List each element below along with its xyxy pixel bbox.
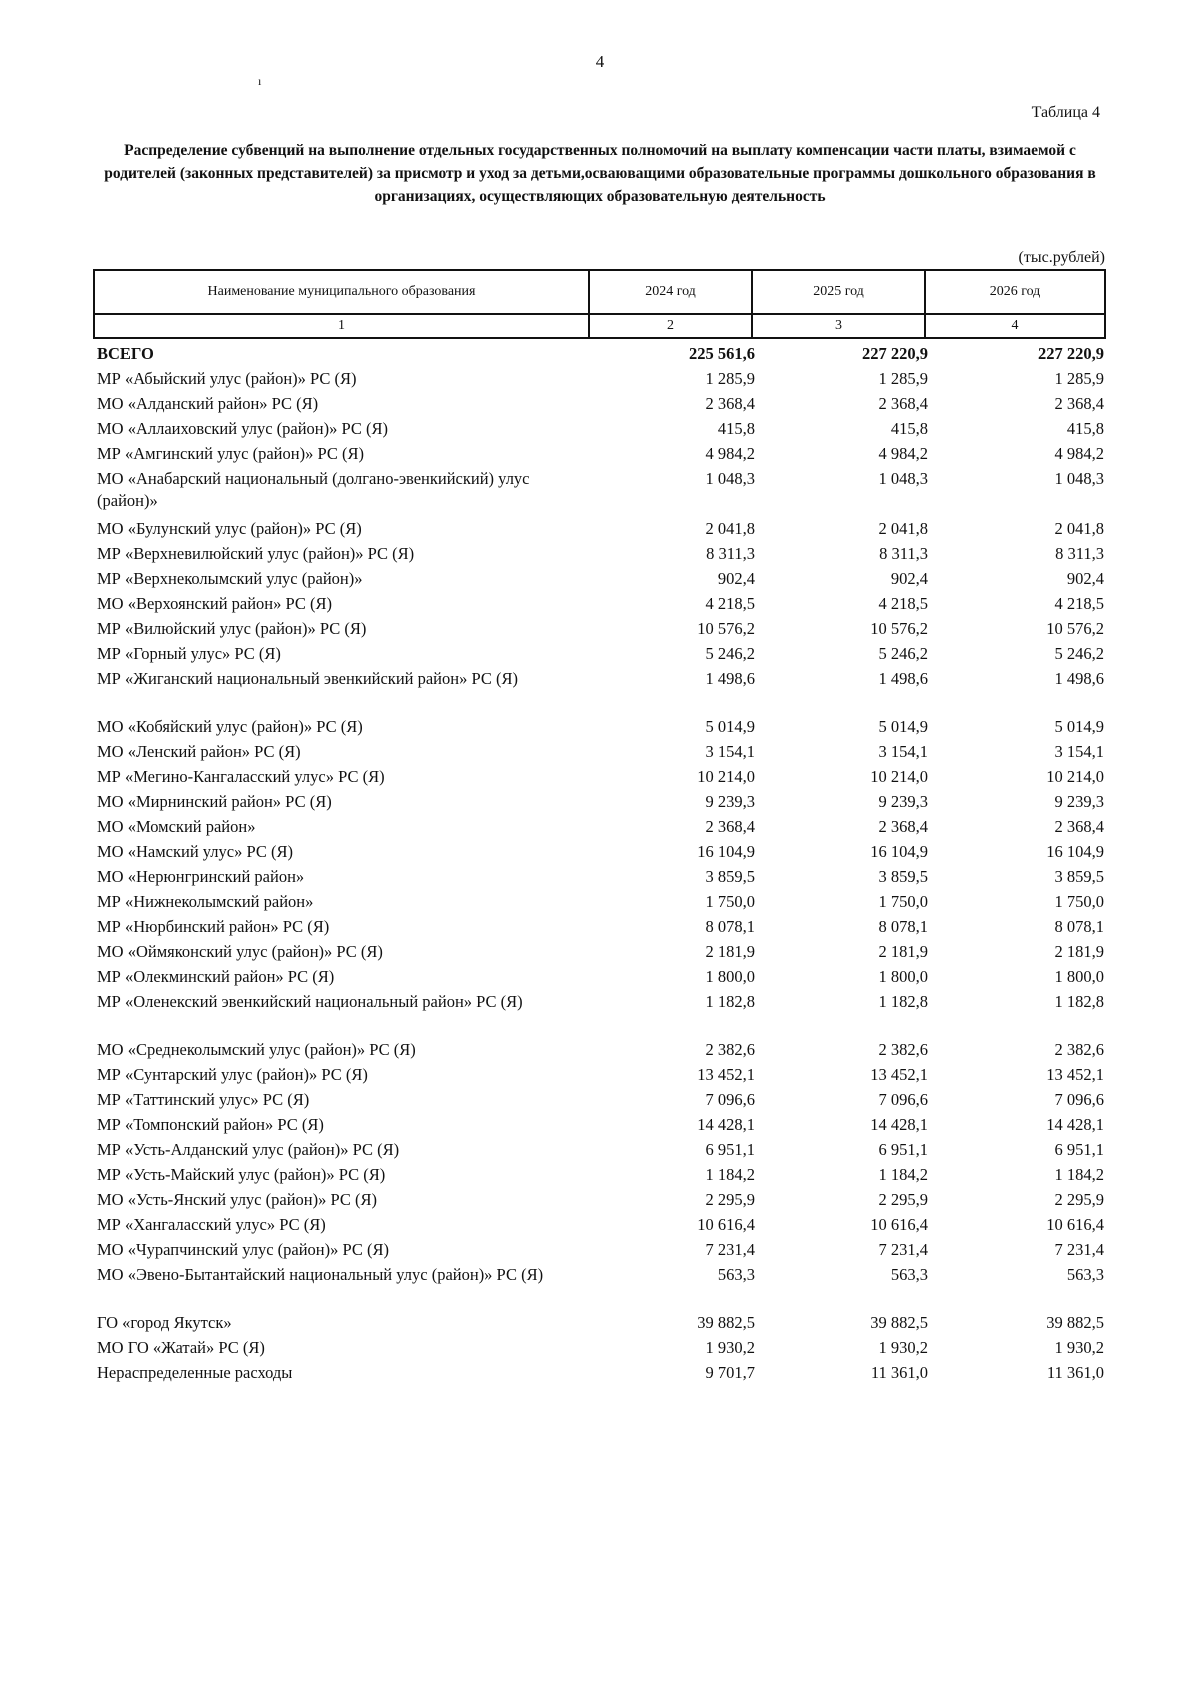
units-label: (тыс.рублей)	[1018, 249, 1105, 266]
value-2025: 2 295,9	[878, 1190, 928, 1209]
value-2024: 4 984,2	[705, 444, 755, 463]
value-2024: 902,4	[717, 569, 755, 588]
row-name: ВСЕГО	[97, 344, 154, 363]
value-2025: 1 182,8	[878, 992, 928, 1011]
page-number: 4	[595, 52, 605, 71]
row-name: МО «Момский район»	[97, 817, 256, 836]
value-2026: 1 182,8	[1054, 992, 1104, 1011]
row-name: МО «Анабарский национальный (долгано-эвенкийский) улус (район)»	[97, 469, 530, 510]
value-2025: 8 078,1	[878, 917, 928, 936]
value-2026: 1 930,2	[1054, 1338, 1104, 1357]
value-2025: 1 750,0	[878, 892, 928, 911]
value-2024: 6 951,1	[705, 1140, 755, 1159]
value-2025: 2 382,6	[878, 1040, 928, 1059]
row-name: Нераспределенные расходы	[97, 1363, 293, 1382]
value-2026: 6 951,1	[1054, 1140, 1104, 1159]
value-2025: 1 285,9	[878, 369, 928, 388]
value-2026: 902,4	[1066, 569, 1104, 588]
value-2024: 8 078,1	[705, 917, 755, 936]
column-number-3: 3	[752, 314, 925, 338]
value-2026: 10 576,2	[1046, 619, 1104, 638]
value-2025: 227 220,9	[862, 344, 928, 363]
value-2025: 1 048,3	[878, 469, 928, 488]
value-2026: 2 368,4	[1054, 394, 1104, 413]
value-2026: 13 452,1	[1046, 1065, 1104, 1084]
value-2026: 7 096,6	[1054, 1090, 1104, 1109]
table-row	[93, 766, 1104, 791]
table-row	[93, 1239, 1104, 1264]
row-name: МР «Амгинский улус (район)» РС (Я)	[97, 444, 364, 463]
value-2026: 3 154,1	[1054, 742, 1104, 761]
value-2025: 1 930,2	[878, 1338, 928, 1357]
value-2026: 7 231,4	[1054, 1240, 1104, 1259]
column-number-1: 1	[94, 314, 589, 338]
value-2024: 2 041,8	[705, 519, 755, 538]
value-2024: 1 184,2	[705, 1165, 755, 1184]
row-name: МО «Оймяконский улус (район)» РС (Я)	[97, 942, 383, 961]
table-row	[93, 443, 1104, 468]
value-2024: 13 452,1	[697, 1065, 755, 1084]
value-2026: 1 800,0	[1054, 967, 1104, 986]
table-row	[93, 1164, 1104, 1189]
row-name: МР «Усть-Алданский улус (район)» РС (Я)	[97, 1140, 400, 1159]
value-2025: 13 452,1	[870, 1065, 928, 1084]
table-row	[93, 1189, 1104, 1214]
value-2025: 2 041,8	[878, 519, 928, 538]
row-name: МО «Верхоянский район» РС (Я)	[97, 594, 333, 613]
row-name: МО ГО «Жатай» РС (Я)	[97, 1338, 265, 1357]
value-2026: 11 361,0	[1046, 1363, 1104, 1382]
table-row	[93, 518, 1104, 543]
value-2026: 2 181,9	[1054, 942, 1104, 961]
value-2026: 10 616,4	[1046, 1215, 1104, 1234]
row-name: МР «Усть-Майский улус (район)» РС (Я)	[97, 1165, 386, 1184]
value-2025: 902,4	[890, 569, 928, 588]
value-2025: 2 368,4	[878, 817, 928, 836]
row-name: МО «Ленский район» РС (Я)	[97, 742, 301, 761]
value-2024: 4 218,5	[705, 594, 755, 613]
value-2024: 563,3	[717, 1265, 755, 1284]
value-2025: 10 576,2	[870, 619, 928, 638]
row-name: МО «Алданский район» РС (Я)	[97, 394, 319, 413]
table-body	[93, 343, 1104, 1387]
value-2024: 3 859,5	[705, 867, 755, 886]
value-2024: 2 181,9	[705, 942, 755, 961]
table-row	[93, 916, 1104, 941]
row-name: МР «Томпонский район» РС (Я)	[97, 1115, 324, 1134]
table-row	[93, 593, 1104, 618]
table-row	[93, 1114, 1104, 1139]
row-name: МО «Усть-Янский улус (район)» РС (Я)	[97, 1190, 377, 1209]
stray-mark: ı	[258, 74, 262, 88]
value-2025: 16 104,9	[870, 842, 928, 861]
value-2026: 5 014,9	[1054, 717, 1104, 736]
value-2025: 1 800,0	[878, 967, 928, 986]
column-number-4: 4	[925, 314, 1105, 338]
value-2026: 5 246,2	[1054, 644, 1104, 663]
table-row	[93, 393, 1104, 418]
document-title: Распределение субвенций на выполнение отдельных государственных полномочий на выплату компенсации части платы, взимаемой с родителей (законных представителей) за присмотр и уход за детьми,осваюващими образовательные программы дошкольного образования в организациях, осуществляющих образовательную деятельность	[104, 142, 1096, 205]
table-row	[93, 991, 1104, 1016]
value-2024: 10 616,4	[697, 1215, 755, 1234]
column-number-2: 2	[589, 314, 752, 338]
value-2024: 1 498,6	[705, 669, 755, 688]
value-2026: 1 048,3	[1054, 469, 1104, 488]
table-row	[93, 668, 1104, 693]
row-name: МР «Вилюйский улус (район)» РС (Я)	[97, 619, 367, 638]
table-row	[93, 368, 1104, 393]
value-2024: 1 800,0	[705, 967, 755, 986]
row-name: МО «Среднеколымский улус (район)» РС (Я)	[97, 1040, 416, 1059]
value-2024: 10 214,0	[697, 767, 755, 786]
table-row	[93, 891, 1104, 916]
row-name: МР «Верхнеколымский улус (район)»	[97, 569, 363, 588]
row-name: ГО «город Якутск»	[97, 1313, 232, 1332]
table-row	[93, 1139, 1104, 1164]
table-row	[93, 618, 1104, 643]
value-2024: 7 096,6	[705, 1090, 755, 1109]
table-row	[93, 941, 1104, 966]
table-row	[93, 643, 1104, 668]
row-name: МР «Олекминский район» РС (Я)	[97, 967, 335, 986]
row-name: МО «Мирнинский район» РС (Я)	[97, 792, 332, 811]
value-2025: 7 096,6	[878, 1090, 928, 1109]
value-2026: 2 368,4	[1054, 817, 1104, 836]
value-2026: 2 382,6	[1054, 1040, 1104, 1059]
table-row	[93, 716, 1104, 741]
value-2025: 5 246,2	[878, 644, 928, 663]
row-name: МР «Жиганский национальный эвенкийский район» РС (Я)	[97, 669, 518, 688]
table-row	[93, 816, 1104, 841]
value-2026: 227 220,9	[1038, 344, 1104, 363]
value-2026: 14 428,1	[1046, 1115, 1104, 1134]
value-2025: 4 984,2	[878, 444, 928, 463]
value-2026: 1 498,6	[1054, 669, 1104, 688]
value-2025: 2 368,4	[878, 394, 928, 413]
value-2024: 225 561,6	[689, 344, 755, 363]
value-2024: 2 368,4	[705, 394, 755, 413]
value-2026: 3 859,5	[1054, 867, 1104, 886]
header-2026: 2026 год	[925, 270, 1105, 314]
value-2025: 415,8	[890, 419, 928, 438]
table-row	[93, 741, 1104, 766]
value-2024: 1 182,8	[705, 992, 755, 1011]
table-header	[93, 269, 1106, 339]
value-2024: 9 701,7	[705, 1363, 755, 1382]
table-row	[93, 966, 1104, 991]
value-2025: 8 311,3	[879, 544, 928, 563]
value-2024: 1 750,0	[705, 892, 755, 911]
value-2025: 1 184,2	[878, 1165, 928, 1184]
row-name: МО «Намский улус» РС (Я)	[97, 842, 293, 861]
value-2026: 1 285,9	[1054, 369, 1104, 388]
value-2024: 10 576,2	[697, 619, 755, 638]
table-row	[93, 1089, 1104, 1114]
value-2026: 1 184,2	[1054, 1165, 1104, 1184]
row-name: МР «Верхневилюйский улус (район)» РС (Я)	[97, 544, 415, 563]
value-2025: 3 859,5	[878, 867, 928, 886]
total-row	[93, 343, 1104, 368]
value-2026: 2 041,8	[1054, 519, 1104, 538]
value-2024: 1 285,9	[705, 369, 755, 388]
table-row	[93, 1337, 1104, 1362]
value-2024: 14 428,1	[697, 1115, 755, 1134]
table-row	[93, 1312, 1104, 1337]
value-2025: 14 428,1	[870, 1115, 928, 1134]
value-2024: 9 239,3	[705, 792, 755, 811]
value-2025: 2 181,9	[878, 942, 928, 961]
table-row	[93, 468, 1104, 518]
value-2026: 16 104,9	[1046, 842, 1104, 861]
value-2025: 3 154,1	[878, 742, 928, 761]
row-name: МР «Хангаласский улус» РС (Я)	[97, 1215, 326, 1234]
value-2024: 16 104,9	[697, 842, 755, 861]
row-name: МР «Мегино-Кангаласский улус» РС (Я)	[97, 767, 385, 786]
table-row	[93, 568, 1104, 593]
value-2024: 415,8	[717, 419, 755, 438]
value-2026: 8 078,1	[1054, 917, 1104, 936]
row-name: МР «Сунтарский улус (район)» РС (Я)	[97, 1065, 368, 1084]
value-2026: 4 984,2	[1054, 444, 1104, 463]
table-row	[93, 841, 1104, 866]
value-2024: 39 882,5	[697, 1313, 755, 1332]
row-name: МР «Горный улус» РС (Я)	[97, 644, 281, 663]
value-2025: 7 231,4	[878, 1240, 928, 1259]
table-row	[93, 1064, 1104, 1089]
row-name: МР «Нюрбинский район» РС (Я)	[97, 917, 330, 936]
row-name: МО «Нерюнгринский район»	[97, 867, 305, 886]
value-2024: 5 014,9	[705, 717, 755, 736]
value-2025: 1 498,6	[878, 669, 928, 688]
value-2025: 10 616,4	[870, 1215, 928, 1234]
row-name: МО «Чурапчинский улус (район)» РС (Я)	[97, 1240, 390, 1259]
value-2026: 415,8	[1066, 419, 1104, 438]
table-label: Таблица 4	[1031, 104, 1100, 121]
header-row	[94, 270, 1105, 314]
header-2024: 2024 год	[589, 270, 752, 314]
row-name: МО «Булунский улус (район)» РС (Я)	[97, 519, 362, 538]
value-2024: 3 154,1	[705, 742, 755, 761]
row-name: МР «Оленекский эвенкийский национальный район» РС (Я)	[97, 992, 523, 1011]
value-2024: 2 295,9	[705, 1190, 755, 1209]
column-number-row	[94, 314, 1105, 338]
table-row	[93, 866, 1104, 891]
value-2024: 1 048,3	[705, 469, 755, 488]
value-2026: 1 750,0	[1054, 892, 1104, 911]
value-2025: 4 218,5	[878, 594, 928, 613]
row-gap	[93, 693, 1104, 716]
row-gap	[93, 1016, 1104, 1039]
table-row	[93, 1214, 1104, 1239]
value-2025: 5 014,9	[878, 717, 928, 736]
value-2024: 2 382,6	[705, 1040, 755, 1059]
table-row	[93, 791, 1104, 816]
value-2024: 8 311,3	[706, 544, 755, 563]
table-row	[93, 1362, 1104, 1387]
table-row	[93, 1039, 1104, 1064]
value-2026: 4 218,5	[1054, 594, 1104, 613]
value-2026: 563,3	[1066, 1265, 1104, 1284]
value-2026: 39 882,5	[1046, 1313, 1104, 1332]
value-2026: 10 214,0	[1046, 767, 1104, 786]
value-2025: 10 214,0	[870, 767, 928, 786]
row-name: МР «Таттинский улус» РС (Я)	[97, 1090, 310, 1109]
header-2025: 2025 год	[752, 270, 925, 314]
value-2025: 6 951,1	[878, 1140, 928, 1159]
row-gap	[93, 1289, 1104, 1312]
value-2026: 2 295,9	[1054, 1190, 1104, 1209]
header-name: Наименование муниципального образования	[94, 270, 589, 314]
value-2025: 9 239,3	[878, 792, 928, 811]
row-name: МР «Абыйский улус (район)» РС (Я)	[97, 369, 357, 388]
table-row	[93, 418, 1104, 443]
value-2025: 11 361,0	[870, 1363, 928, 1382]
row-name: МО «Кобяйский улус (район)» РС (Я)	[97, 717, 363, 736]
table-row	[93, 543, 1104, 568]
table-row	[93, 1264, 1104, 1289]
value-2024: 2 368,4	[705, 817, 755, 836]
value-2024: 1 930,2	[705, 1338, 755, 1357]
value-2025: 563,3	[890, 1265, 928, 1284]
value-2024: 7 231,4	[705, 1240, 755, 1259]
value-2025: 39 882,5	[870, 1313, 928, 1332]
value-2024: 5 246,2	[705, 644, 755, 663]
value-2026: 9 239,3	[1054, 792, 1104, 811]
row-name: МО «Эвено-Бытантайский национальный улус (район)» РС (Я)	[97, 1265, 544, 1284]
row-name: МР «Нижнеколымский район»	[97, 892, 314, 911]
row-name: МО «Аллаиховский улус (район)» РС (Я)	[97, 419, 388, 438]
value-2026: 8 311,3	[1055, 544, 1104, 563]
